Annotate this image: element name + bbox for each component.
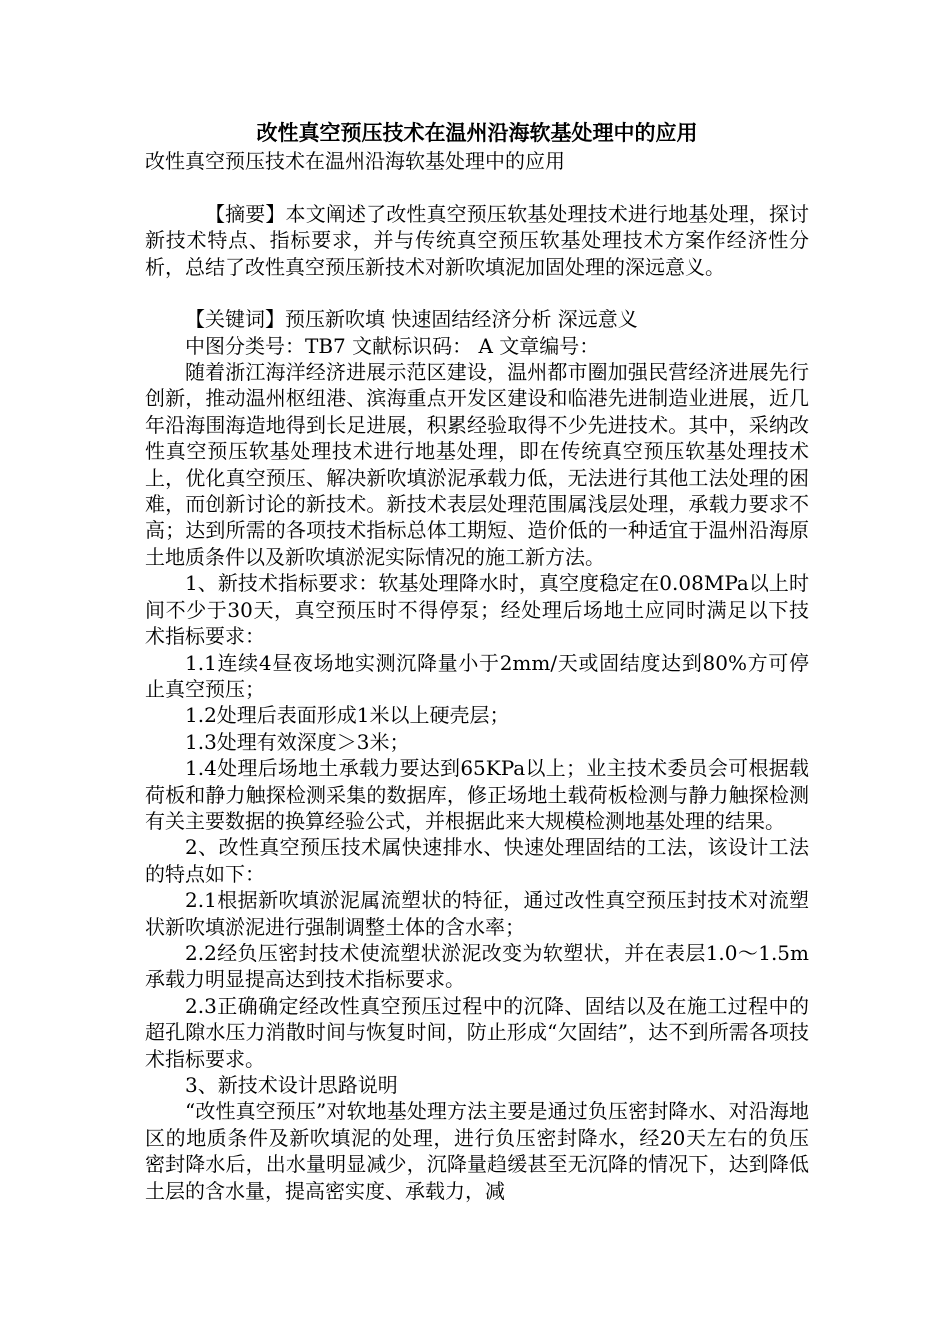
body-paragraph: 3、新技术设计思路说明 [185, 1073, 398, 1097]
body-paragraph: 2.3正确确定经改性真空预压过程中的沉降、固结以及在施工过程中的超孔隙水压力消散时间与恢复时间，防止形成“欠固结”，达不到所需各项技术指标要求。 [145, 993, 809, 1071]
document-subtitle: 改性真空预压技术在温州沿海软基处理中的应用 [145, 149, 565, 173]
body-paragraph: 随着浙江海洋经济进展示范区建设，温州都市圈加强民营经济进展先行创新，推动温州枢纽港、滨海重点开发区建设和临港先进制造业进展，近几年沿海围海造地得到长足进展，积累经验取得不少先进技术。其中，采纳改性真空预压软基处理技术进行地基处理，即在传统真空预压软基处理技术上，优化真空预压、解决新吹填淤泥承载力低，无法进行其他工法处理的困难，而创新讨论的新技术。新技术表层处理范围属浅层处理，承载力要求不高；达到所需的各项技术指标总体工期短、造价低的一种适宜于温州沿海原土地质条件以及新吹填淤泥实际情况的施工新方法。 [145, 360, 809, 569]
body-paragraph: 2.1根据新吹填淤泥属流塑状的特征，通过改性真空预压封技术对流塑状新吹填淤泥进行强制调整土体的含水率； [145, 888, 809, 939]
abstract-paragraph: 【摘要】本文阐述了改性真空预压软基处理技术进行地基处理，探讨新技术特点、指标要求，并与传统真空预压软基处理技术方案作经济性分析，总结了改性真空预压新技术对新吹填泥加固处理的深远意义。 [145, 202, 809, 279]
body-paragraph: 1.2处理后表面形成1米以上硬壳层； [185, 703, 510, 728]
keywords-line: 【关键词】预压新吹填 快速固结经济分析 深远意义 [185, 307, 638, 332]
document-page [145, 118, 809, 1204]
body-paragraph: 1.4处理后场地土承载力要达到65KPa以上；业主技术委员会可根据载荷板和静力触探检测采集的数据库，修正场地土载荷板检测与静力触探检测有关主要数据的换算经验公式，并根据此来大规模检测地基处理的结果。 [145, 756, 809, 833]
body-paragraph: 1、新技术指标要求：软基处理降水时，真空度稳定在0.08MPa以上时间不少于30天，真空预压时不得停泵；经处理后场地土应同时满足以下技术指标要求： [145, 571, 809, 649]
body-paragraph: “改性真空预压”对软地基处理方法主要是通过负压密封降水、对沿海地区的地质条件及新吹填泥的处理，进行负压密封降水，经20天左右的负压密封降水后，出水量明显减少，沉降量趋缓甚至无沉降的情况下，达到降低土层的含水量，提高密实度、承载力，减 [145, 1099, 809, 1203]
body-paragraph: 2、改性真空预压技术属快速排水、快速处理固结的工法，该设计工法的特点如下： [145, 835, 809, 886]
document-title: 改性真空预压技术在温州沿海软基处理中的应用 [256, 121, 698, 145]
body-paragraph: 2.2经负压密封技术使流塑状淤泥改变为软塑状，并在表层1.0～1.5m承载力明显提高达到技术指标要求。 [145, 940, 809, 992]
section-spacer [145, 280, 809, 306]
classification-line: 中图分类号：TB7 文献标识码： A 文章编号： [185, 333, 600, 358]
body-paragraph: 1.3处理有效深度＞3米； [185, 729, 410, 754]
body-paragraph: 1.1连续4昼夜场地实测沉降量小于2mm/天或固结度达到80%方可停止真空预压； [145, 650, 809, 701]
